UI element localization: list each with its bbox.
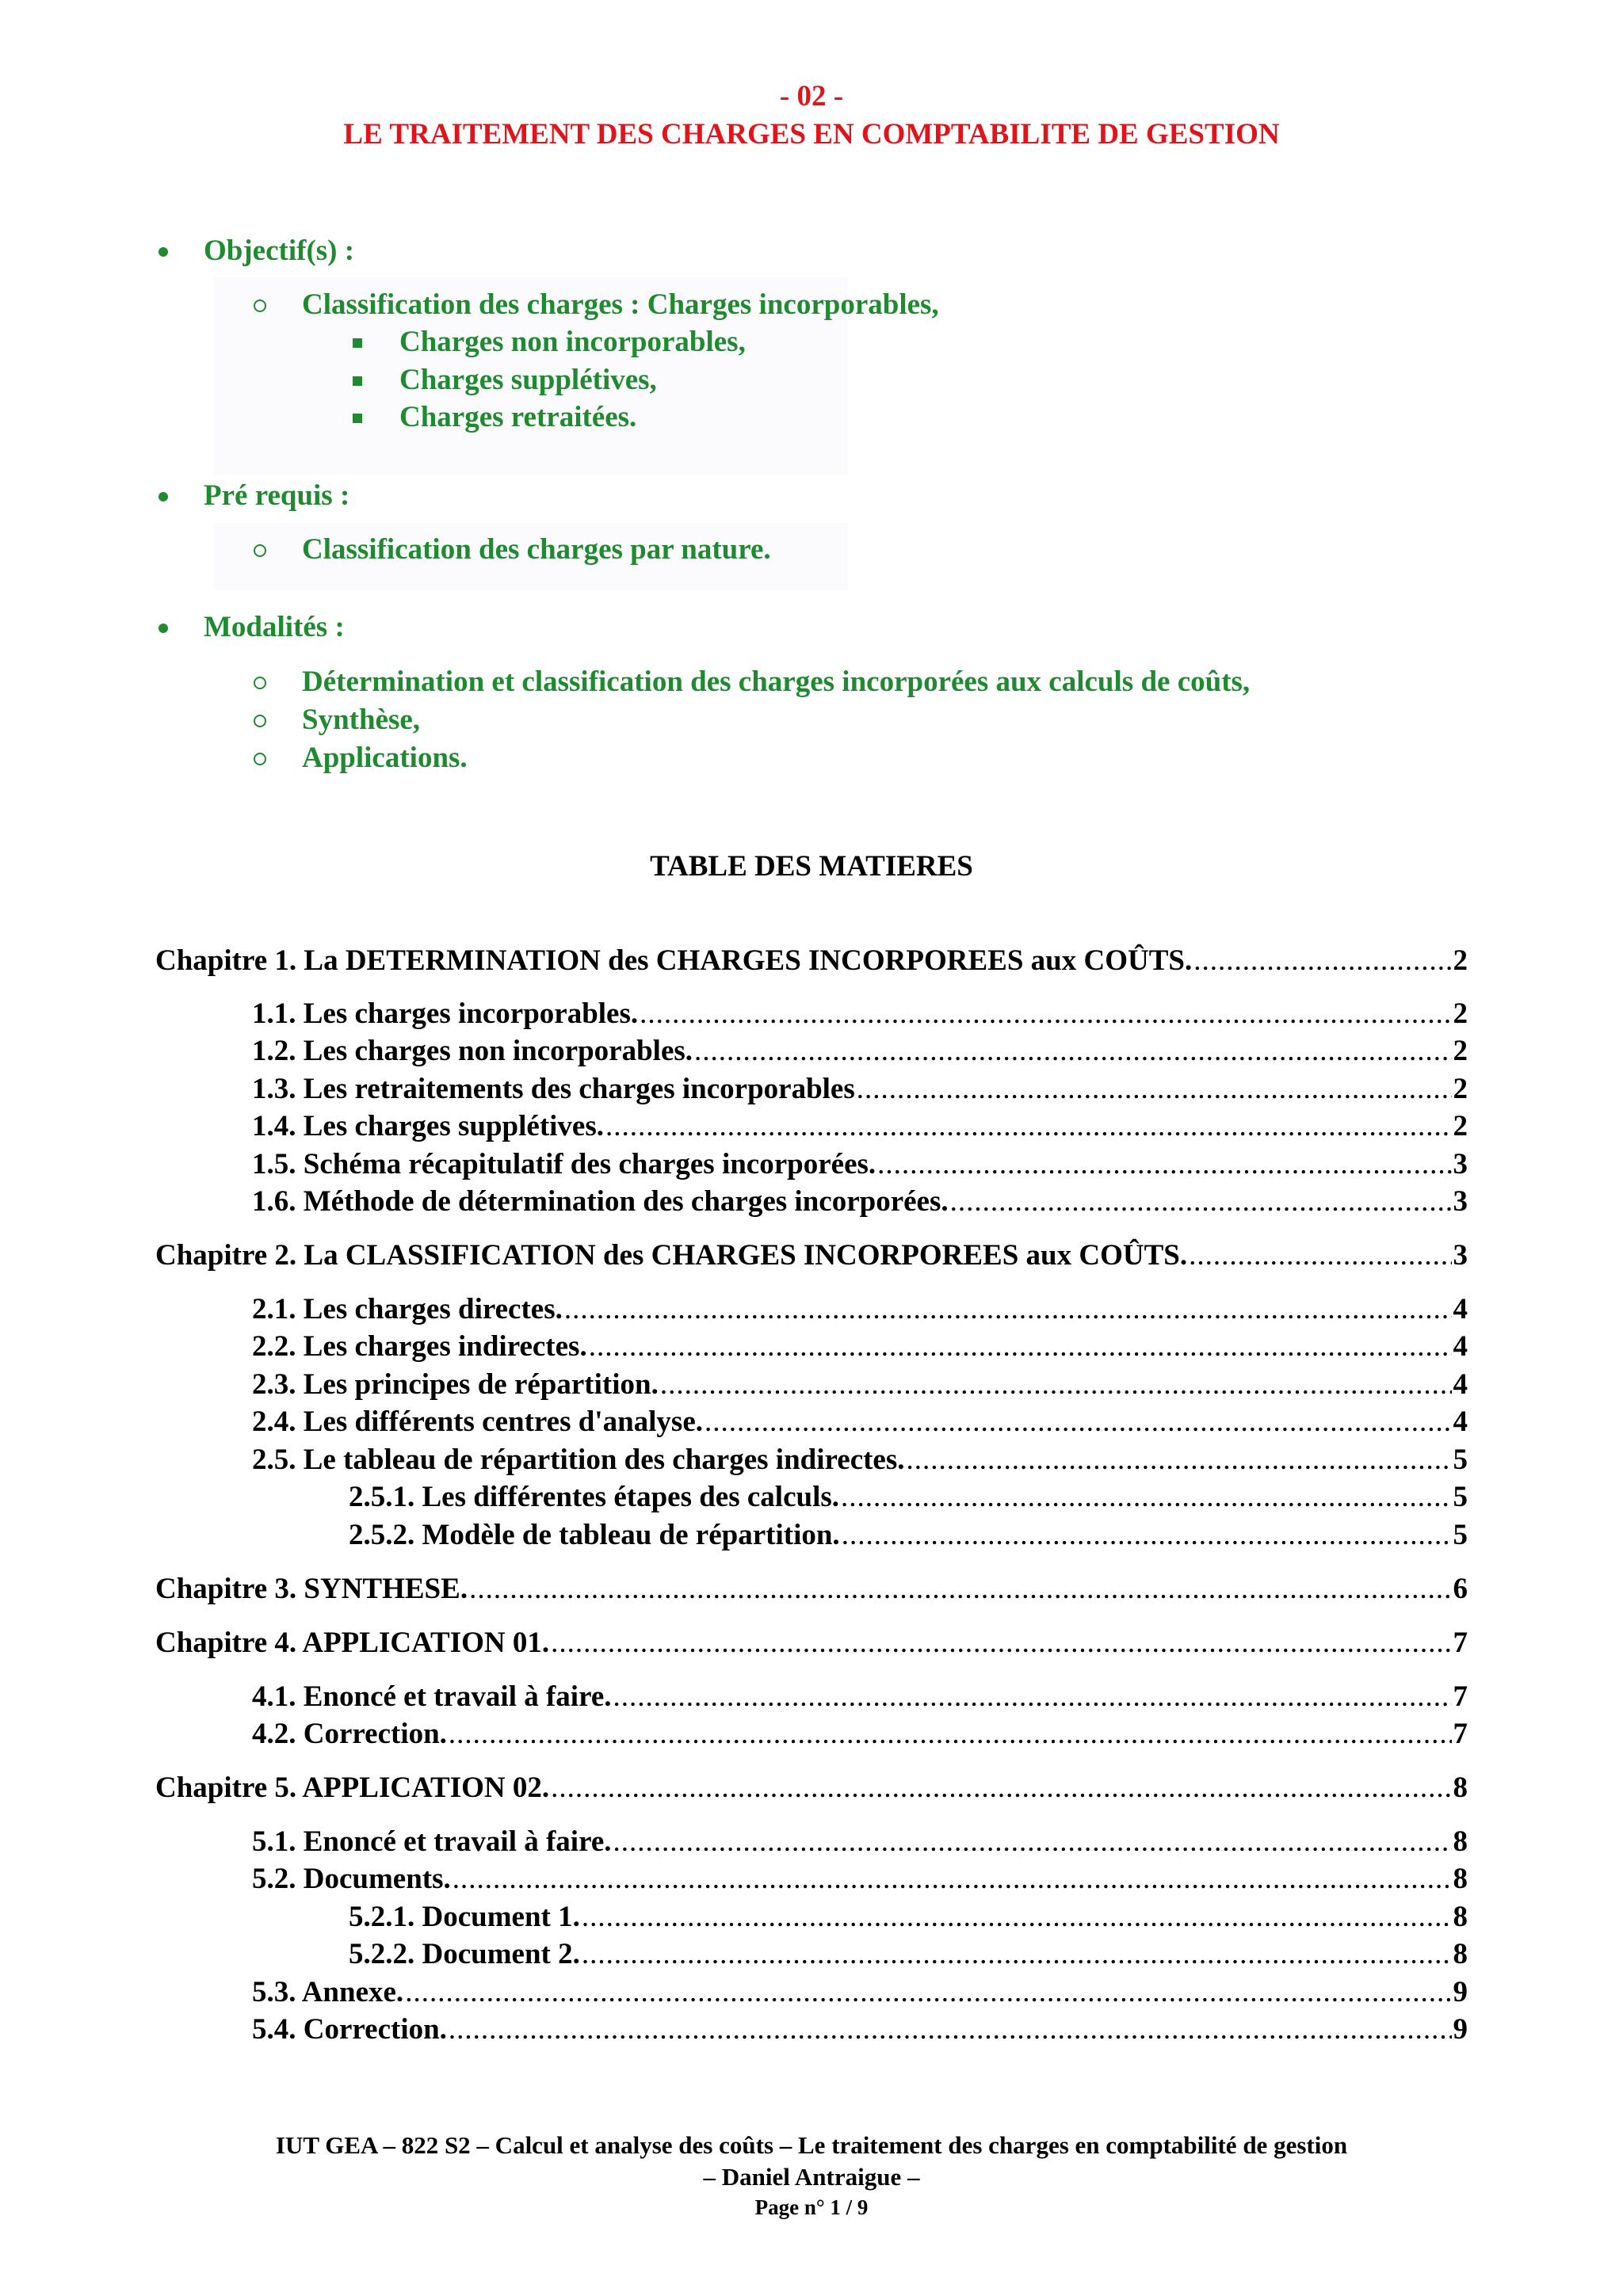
toc-entry-2-5-2[interactable] — [349, 1516, 1468, 1554]
toc-label: 1.1. Les charges incorporables. — [252, 997, 639, 1030]
toc-page: 5 — [1453, 1481, 1468, 1513]
toc-page: 3 — [1453, 1185, 1468, 1218]
toc-leader — [613, 1678, 1452, 1715]
toc-leader — [469, 1570, 1451, 1608]
toc-entry-1-6[interactable] — [252, 1183, 1468, 1220]
toc-entry-chapter-2[interactable] — [155, 1237, 1468, 1274]
toc-entry-1-2[interactable] — [252, 1032, 1468, 1070]
toc-entry-5-4[interactable] — [252, 2011, 1468, 2048]
toc-entry-1-1[interactable] — [252, 995, 1468, 1032]
toc-page: 8 — [1453, 1901, 1468, 1933]
toc-entry-1-4[interactable] — [252, 1108, 1468, 1145]
toc-page: 9 — [1453, 1976, 1468, 2008]
toc-page: 7 — [1453, 1627, 1468, 1659]
toc-leader — [605, 1108, 1452, 1145]
modalites-heading: Modalités : — [204, 611, 345, 643]
toc-entry-5-2-1[interactable] — [349, 1898, 1468, 1936]
toc-leader — [907, 1441, 1452, 1478]
objectifs-item: Classification des charges : Charges incorporables, — [302, 288, 939, 321]
toc-label: Chapitre 3. SYNTHESE. — [155, 1573, 468, 1605]
toc-title: TABLE DES MATIERES — [650, 850, 973, 883]
toc-leader — [405, 1974, 1451, 2011]
modalites-item: Synthèse, — [302, 704, 421, 736]
toc-page: 2 — [1453, 997, 1468, 1030]
toc-entry-2-3[interactable] — [252, 1366, 1468, 1403]
toc-entry-2-5[interactable] — [252, 1441, 1468, 1478]
toc-page: 7 — [1453, 1718, 1468, 1750]
toc-label: 2.5. Le tableau de répartition des charges indirectes. — [252, 1444, 905, 1476]
toc-page: 3 — [1453, 1148, 1468, 1180]
toc-entry-chapter-5[interactable] — [155, 1769, 1468, 1806]
toc-label: Chapitre 4. APPLICATION 01. — [155, 1627, 550, 1659]
toc-page: 7 — [1453, 1680, 1468, 1713]
toc-leader — [589, 1328, 1452, 1365]
toc-page: 4 — [1453, 1405, 1468, 1438]
bullet-objectifs-icon — [158, 247, 168, 257]
chapter-number: - 02 - — [779, 80, 844, 113]
toc-page: 2 — [1453, 1035, 1468, 1067]
objectifs-heading: Objectif(s) : — [204, 235, 355, 267]
toc-page: 4 — [1453, 1368, 1468, 1401]
toc-label: 1.5. Schéma récapitulatif des charges incorporées. — [252, 1148, 876, 1180]
toc-leader — [694, 1032, 1451, 1070]
toc-page: 6 — [1453, 1573, 1468, 1605]
modalites-item: Détermination et classification des charges incorporées aux calculs de coûts, — [302, 666, 1251, 698]
toc-leader — [705, 1403, 1451, 1440]
toc-entry-5-2[interactable] — [252, 1860, 1468, 1897]
square-bullet-icon — [353, 376, 362, 386]
toc-leader — [582, 1898, 1452, 1936]
toc-label: 5.4. Correction. — [252, 2013, 447, 2046]
toc-label: 1.3. Les retraitements des charges incorporables — [252, 1073, 855, 1105]
toc-label: 1.4. Les charges supplétives. — [252, 1110, 604, 1142]
toc-entry-chapter-1[interactable] — [155, 942, 1468, 979]
toc-label: 5.3. Annexe. — [252, 1976, 404, 2008]
circle-bullet-icon — [254, 715, 266, 727]
toc-label: 5.1. Enoncé et travail à faire. — [252, 1825, 612, 1858]
bullet-prerequis-icon — [158, 492, 168, 502]
document-title: LE TRAITEMENT DES CHARGES EN COMPTABILITE DE GESTION — [343, 118, 1280, 151]
toc-leader — [950, 1183, 1452, 1220]
toc-entry-5-1[interactable] — [252, 1823, 1468, 1860]
toc-page: 2 — [1453, 1073, 1468, 1105]
toc-label: 2.4. Les différents centres d'analyse. — [252, 1405, 704, 1438]
square-bullet-icon — [353, 338, 362, 348]
toc-entry-2-1[interactable] — [252, 1291, 1468, 1328]
circle-bullet-icon — [254, 753, 266, 765]
toc-label: 4.2. Correction. — [252, 1718, 447, 1750]
toc-leader — [660, 1366, 1452, 1403]
toc-leader — [877, 1146, 1451, 1183]
toc-leader — [841, 1478, 1452, 1516]
toc-leader — [564, 1291, 1452, 1328]
footer-page-number: Page n° 1 / 9 — [754, 2195, 869, 2219]
circle-bullet-icon — [254, 677, 266, 689]
toc-label: 2.5.1. Les différentes étapes des calculs. — [349, 1481, 839, 1513]
toc-page: 8 — [1453, 1772, 1468, 1804]
toc-entry-2-4[interactable] — [252, 1403, 1468, 1440]
square-bullet-icon — [353, 414, 362, 423]
toc-leader — [551, 1624, 1451, 1661]
toc-leader — [613, 1823, 1452, 1860]
toc-entry-4-1[interactable] — [252, 1678, 1468, 1715]
toc-leader — [582, 1936, 1452, 1973]
toc-leader — [551, 1769, 1451, 1806]
toc-entry-4-2[interactable] — [252, 1715, 1468, 1753]
toc-label: 5.2. Documents. — [252, 1863, 451, 1895]
toc-leader — [1193, 942, 1451, 979]
toc-page: 8 — [1453, 1938, 1468, 1970]
toc-label: Chapitre 5. APPLICATION 02. — [155, 1772, 550, 1804]
toc-entry-2-2[interactable] — [252, 1328, 1468, 1365]
toc-label: 2.2. Les charges indirectes. — [252, 1330, 587, 1363]
toc-entry-2-5-1[interactable] — [349, 1478, 1468, 1516]
toc-entry-chapter-4[interactable] — [155, 1624, 1468, 1661]
modalites-item: Applications. — [302, 742, 468, 774]
toc-label: 2.5.2. Modèle de tableau de répartition. — [349, 1519, 840, 1551]
toc-label: 1.6. Méthode de détermination des charges incorporées. — [252, 1185, 949, 1218]
toc-page: 9 — [1453, 2013, 1468, 2046]
objectifs-subitem: Charges retraitées. — [399, 401, 637, 433]
toc-leader — [1189, 1237, 1451, 1274]
toc-label: 1.2. Les charges non incorporables. — [252, 1035, 693, 1067]
toc-page: 4 — [1453, 1330, 1468, 1363]
footer-course-line: IUT GEA – 822 S2 – Calcul et analyse des coûts – Le traitement des charges en comptabilité de gestion — [275, 2131, 1348, 2159]
toc-label: Chapitre 1. La DETERMINATION des CHARGES INCORPOREES aux COÛTS. — [155, 944, 1193, 977]
toc-entry-1-5[interactable] — [252, 1146, 1468, 1183]
circle-bullet-icon — [254, 299, 266, 312]
toc-leader — [857, 1070, 1452, 1108]
toc-page: 5 — [1453, 1444, 1468, 1476]
footer-author: – Daniel Antraigue – — [703, 2163, 920, 2191]
circle-bullet-icon — [254, 544, 266, 557]
toc-leader — [449, 1715, 1452, 1753]
objectifs-subitem: Charges supplétives, — [399, 364, 657, 396]
toc-page: 3 — [1453, 1239, 1468, 1272]
toc-leader — [640, 995, 1451, 1032]
toc-leader — [449, 2011, 1452, 2048]
prerequis-item: Classification des charges par nature. — [302, 533, 771, 566]
toc-label: 5.2.2. Document 2. — [349, 1938, 580, 1970]
toc-label: Chapitre 2. La CLASSIFICATION des CHARGES INCORPOREES aux COÛTS. — [155, 1239, 1188, 1272]
toc-entry-chapter-3[interactable] — [155, 1570, 1468, 1608]
toc-page: 4 — [1453, 1293, 1468, 1325]
toc-leader — [842, 1516, 1452, 1554]
objectifs-subitem: Charges non incorporables, — [399, 326, 746, 358]
toc-page: 8 — [1453, 1863, 1468, 1895]
toc-entry-5-2-2[interactable] — [349, 1936, 1468, 1973]
toc-label: 5.2.1. Document 1. — [349, 1901, 580, 1933]
toc-page: 2 — [1453, 1110, 1468, 1142]
toc-page: 8 — [1453, 1825, 1468, 1858]
toc-page: 2 — [1453, 944, 1468, 977]
toc-entry-1-3[interactable] — [252, 1070, 1468, 1108]
bullet-modalites-icon — [158, 624, 168, 633]
toc-leader — [453, 1860, 1452, 1897]
prerequis-heading: Pré requis : — [204, 479, 350, 512]
toc-page: 5 — [1453, 1519, 1468, 1551]
toc-label: 4.1. Enoncé et travail à faire. — [252, 1680, 612, 1713]
toc-entry-5-3[interactable] — [252, 1974, 1468, 2011]
toc-label: 2.1. Les charges directes. — [252, 1293, 563, 1325]
toc-label: 2.3. Les principes de répartition. — [252, 1368, 659, 1401]
